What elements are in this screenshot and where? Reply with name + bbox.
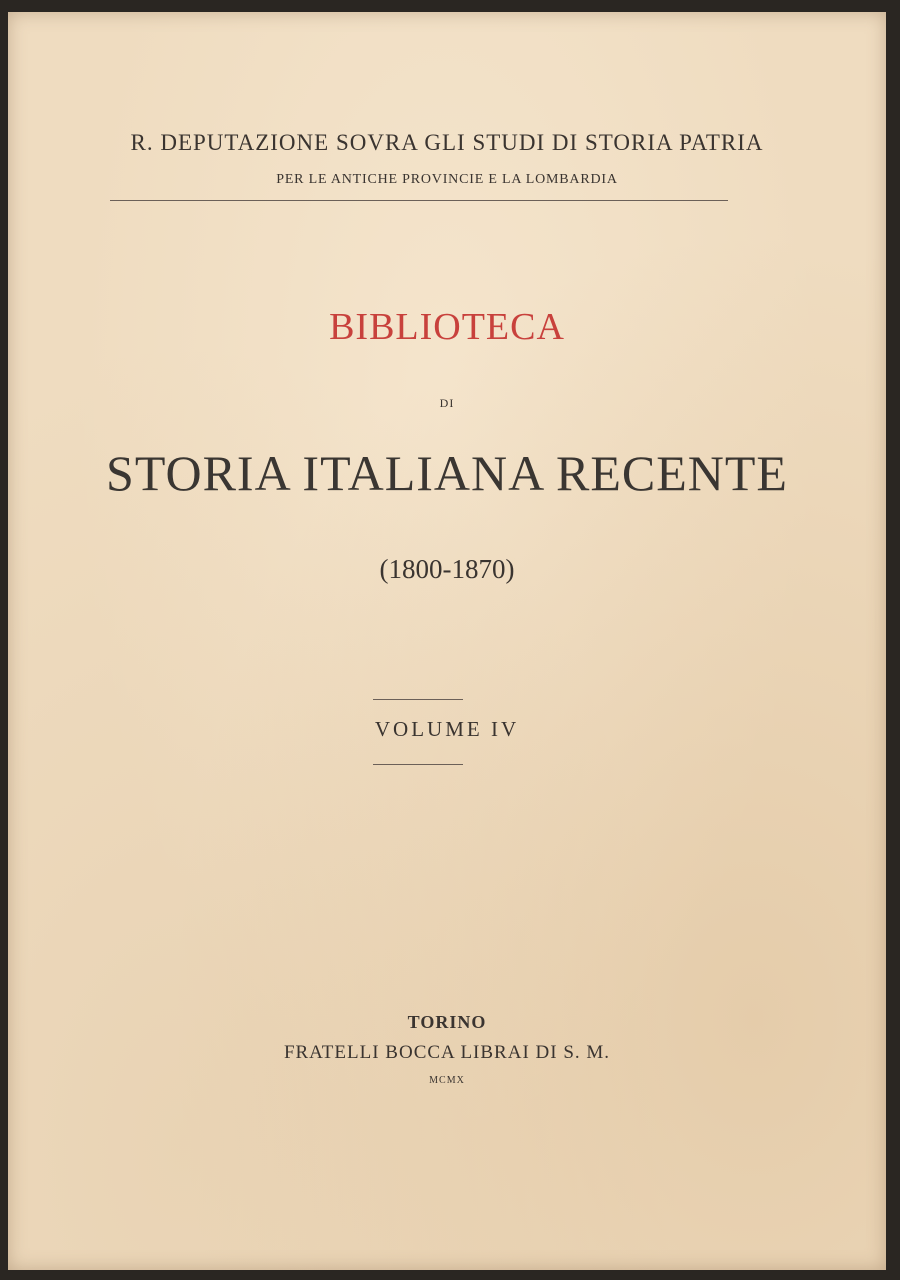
series-title: BIBLIOTECA bbox=[329, 306, 565, 348]
main-title: STORIA ITALIANA RECENTE bbox=[106, 445, 788, 501]
publisher-name: FRATELLI BOCCA LIBRAI DI S. M. bbox=[283, 1042, 611, 1063]
publisher-line: R. DEPUTAZIONE SOVRA GLI STUDI DI STORIA PATRIA bbox=[130, 130, 764, 155]
volume-rule-bottom bbox=[373, 764, 463, 765]
volume-label: VOLUME IV bbox=[374, 717, 520, 741]
di-connector: DI bbox=[439, 396, 455, 410]
publication-city: TORINO bbox=[407, 1012, 487, 1032]
publication-year: MCMX bbox=[429, 1075, 465, 1086]
publisher-subtitle: PER LE ANTICHE PROVINCIE E LA LOMBARDIA bbox=[276, 172, 618, 187]
book-cover bbox=[8, 12, 886, 1270]
volume-rule-top bbox=[373, 699, 463, 700]
year-range: (1800-1870) bbox=[379, 554, 515, 584]
header-rule bbox=[110, 200, 728, 201]
